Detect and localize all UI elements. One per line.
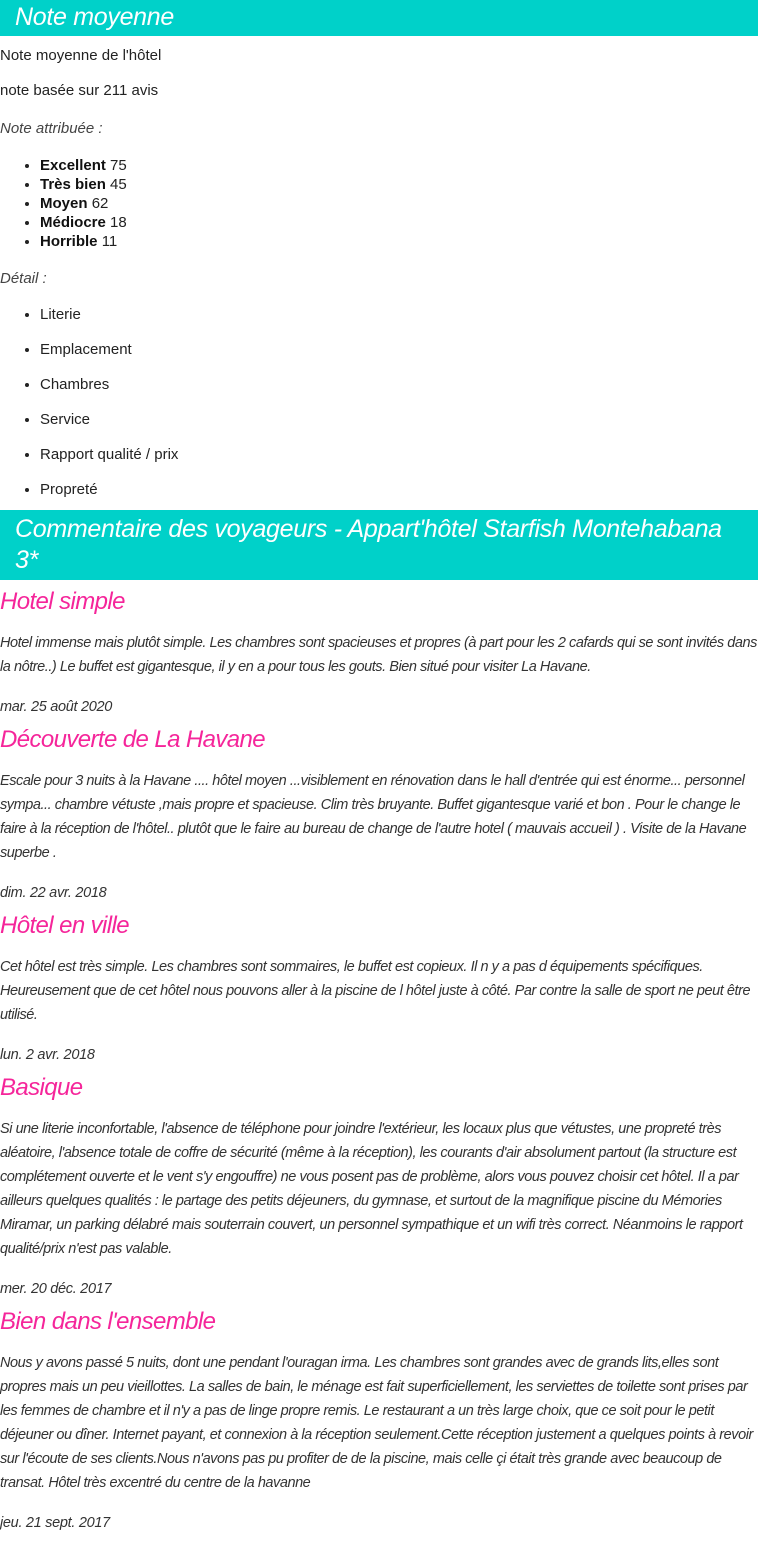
review-item <box>0 1307 758 1533</box>
review-item <box>0 587 758 717</box>
score-label: Très bien <box>40 176 106 193</box>
details-list <box>0 305 758 499</box>
detail-item-chambres: • Chambres <box>40 375 758 394</box>
details-label: Détail : <box>0 270 47 287</box>
detail-item-literie: • Literie <box>40 305 758 324</box>
rating-count: note basée sur 211 avis <box>0 82 159 99</box>
detail-item-emplacement: • Emplacement <box>40 340 758 359</box>
score-label: Moyen <box>40 195 88 212</box>
score-value: 62 <box>91 195 109 212</box>
score-item-moyen <box>40 194 758 213</box>
reviews-section <box>0 510 758 1533</box>
rating-subtitle: Note moyenne de l'hôtel <box>0 47 162 64</box>
review-item <box>0 911 758 1065</box>
score-item-mediocre <box>40 213 758 232</box>
review-title: Découverte de La Havane <box>0 726 266 753</box>
detail-item-rapport-qualite-prix: • Rapport qualité / prix <box>40 445 758 464</box>
score-value: 75 <box>110 157 127 174</box>
review-title: Hôtel en ville <box>0 912 130 939</box>
review-title: Basique <box>0 1074 83 1101</box>
score-label: Excellent <box>40 157 106 174</box>
review-text: Hotel immense mais plutôt simple. Les chambres sont spacieuses et propres (à part pour les 2 cafards qui se sont invités dans la nôtre..) Le buffet est gigantesque, il y en a pour tous les gouts. Bien situé pour visiter La Havane. <box>0 635 757 675</box>
scores-label: Note attribuée : <box>0 120 103 137</box>
score-label: Médiocre <box>40 214 106 231</box>
review-date: mer. 20 déc. 2017 <box>0 1281 112 1297</box>
reviews-list <box>0 580 758 1533</box>
review-title: Bien dans l'ensemble <box>0 1308 216 1335</box>
score-value: 18 <box>110 214 127 231</box>
scores-list <box>0 156 758 251</box>
score-item-excellent <box>40 156 758 175</box>
review-text: Nous y avons passé 5 nuits, dont une pendant l'ouragan irma. Les chambres sont grandes avec de grands lits,elles sont propres mais un peu vieillottes. La salles de bain, le ménage est fait superficiellement, les serviettes de toilette sont prises par les femmes de chambre et il n'y a pas de linge propre remis. Le restaurant a un très large choix, que ce soit pour le petit déjeuner ou dîner. Internet payant, et connexion à la réception seulement.Cette réception justement a quelques points à revoir sur l'écoute de ses clients.Nous n'avons pas pu profiter de de la piscine, mais celle çi était très grande avec beaucoup de transat. Hôtel très excentré du centre de la havanne <box>0 1355 753 1491</box>
detail-item-service: • Service <box>40 410 758 429</box>
score-item-tres-bien <box>40 175 758 194</box>
score-value: 11 <box>101 233 118 250</box>
score-label: Horrible <box>40 233 98 250</box>
review-item <box>0 1073 758 1299</box>
review-date: dim. 22 avr. 2018 <box>0 885 107 901</box>
review-item <box>0 725 758 903</box>
review-date: jeu. 21 sept. 2017 <box>0 1515 110 1531</box>
review-text: Si une literie inconfortable, l'absence de téléphone pour joindre l'extérieur, les locaux plus que vétustes, une propreté très aléatoire, l'absence totale de coffre de sécurité (même à la réception), les courants d'air absolument partout (la structure est complétement ouverte et le vent s'y engouffre) ne vous posent pas de problème, alors vous pouvez choisir cet hôtel. Il a par ailleurs quelques qualités : le partage des petits déjeuners, du gymnase, et surtout de la magnifique piscine du Mémories Miramar, un parking délabré mais souterrain couvert, un personnel sympathique et un wifi très correct. Néanmoins le rapport qualité/prix n'est pas valable. <box>0 1121 743 1257</box>
review-date: mar. 25 août 2020 <box>0 699 113 715</box>
score-item-horrible <box>40 232 758 251</box>
detail-item-proprete: • Propreté <box>40 480 758 499</box>
rating-header: Note moyenne <box>0 0 758 36</box>
review-title: Hotel simple <box>0 588 125 615</box>
rating-section <box>0 0 758 499</box>
review-text: Cet hôtel est très simple. Les chambres sont sommaires, le buffet est copieux. Il n y a pas d équipements spécifiques. Heureusement que de cet hôtel nous pouvons aller à la piscine de l hôtel juste à côté. Par contre la salle de sport ne peut être utilisé. <box>0 959 751 1023</box>
review-text: Escale pour 3 nuits à la Havane .... hôtel moyen ...visiblement en rénovation dans le hall d'entrée qui est énorme... personnel sympa... chambre vétuste ,mais propre et spacieuse. Clim très bruyante. Buffet gigantesque varié et bon . Pour le change le faire à la réception de l'hôtel.. plutôt que le faire au bureau de change de l'autre hotel ( mauvais accueil ) . Visite de la Havane superbe . <box>0 773 747 861</box>
reviews-header: Commentaire des voyageurs - Appart'hôtel Starfish Montehabana 3* <box>0 510 758 580</box>
review-date: lun. 2 avr. 2018 <box>0 1047 95 1063</box>
score-value: 45 <box>110 176 127 193</box>
